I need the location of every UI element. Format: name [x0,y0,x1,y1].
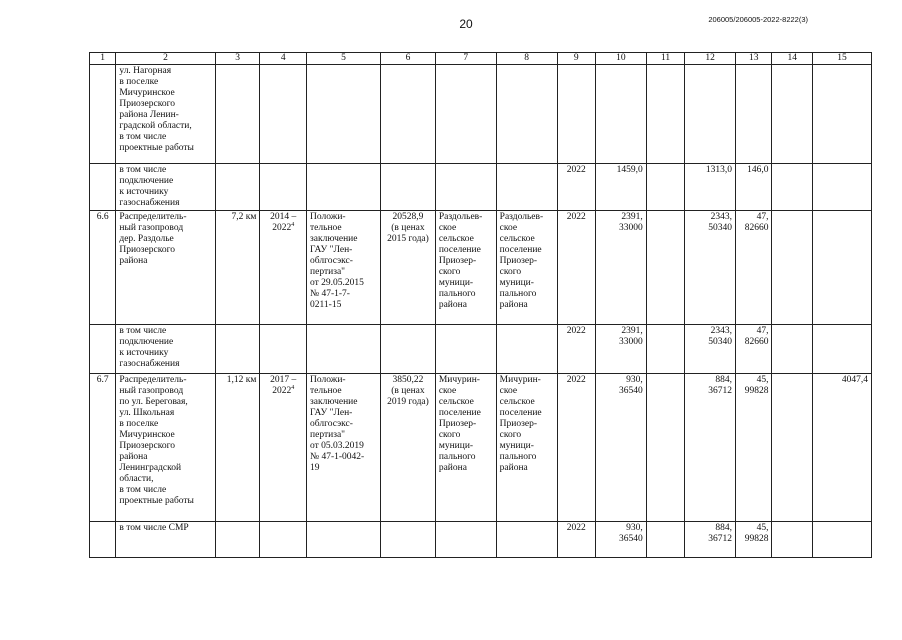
cell-period [260,211,307,325]
cell-empty [215,522,260,558]
cell-expertise: Положи- тельное заключение ГАУ "Лен- облгосэкс- пертиза" от 05.03.2019 № 47-1-0042- 19 [307,374,381,522]
cell-value: 1313,0 [685,164,736,211]
column-number: 5 [307,53,381,65]
cell-empty [307,65,381,164]
cell-empty [435,164,496,211]
column-number-row [90,53,872,65]
cell-expertise: Положи- тельное заключение ГАУ "Лен- облгосэкс- пертиза" от 29.05.2015 № 47-1-7- 0211-15 [307,211,381,325]
column-number: 14 [772,53,813,65]
cell-empty [435,65,496,164]
cell-value: 45, 99828 [735,522,772,558]
cell-empty [260,164,307,211]
cell-empty [307,164,381,211]
cell-value: 930, 36540 [596,522,647,558]
footnote-mark: 4 [291,221,295,228]
cell-year: 2022 [557,522,596,558]
cell-empty [381,65,436,164]
cell-num: 6.6 [90,211,116,325]
cell-object-name: ул. Нагорная в поселке Мичуринское Приозерского района Ленин- градской области, в том числе проектные работы [116,65,215,164]
cell-period [260,374,307,522]
cell-empty [646,374,685,522]
column-number: 1 [90,53,116,65]
cell-empty [557,65,596,164]
column-number: 12 [685,53,736,65]
cell-num [90,164,116,211]
cell-empty [381,164,436,211]
column-number: 8 [496,53,557,65]
cell-value: 2391, 33000 [596,211,647,325]
column-number: 11 [646,53,685,65]
cell-object-name: Распределитель- ный газопровод по ул. Береговая, ул. Школьная в поселке Мичуринское Приозерского района Ленинградской области, в том числе проектные работы [116,374,215,522]
cell-value: 884, 36712 [685,522,736,558]
cell-empty [260,522,307,558]
cell-owner: Мичурин- ское сельское поселение Приозер- ского муници- пального района [496,374,557,522]
cell-value: 4047,4 [813,374,872,522]
cell-value: 2343, 50340 [685,325,736,374]
cell-empty [813,211,872,325]
cell-value: 47, 82660 [735,211,772,325]
cell-empty [307,325,381,374]
cell-length: 7,2 км [215,211,260,325]
column-number: 7 [435,53,496,65]
cell-num [90,65,116,164]
cell-empty [381,325,436,374]
cell-empty [772,211,813,325]
cell-empty [772,522,813,558]
cell-empty [496,164,557,211]
column-number: 4 [260,53,307,65]
cell-empty [307,522,381,558]
cell-value: 1459,0 [596,164,647,211]
cell-empty [735,65,772,164]
column-number: 10 [596,53,647,65]
cell-empty [260,325,307,374]
data-table [89,52,872,558]
cell-customer: Мичурин- ское сельское поселение Приозер- ского муници- пального района [435,374,496,522]
cell-object-name: в том числе подключение к источнику газоснабжения [116,164,215,211]
cell-empty [596,65,647,164]
cell-empty [685,65,736,164]
cell-empty [646,164,685,211]
cell-empty [646,522,685,558]
column-number: 13 [735,53,772,65]
cell-empty [813,65,872,164]
cell-empty [496,325,557,374]
cell-empty [215,65,260,164]
cell-value: 930, 36540 [596,374,647,522]
cell-value: 2391, 33000 [596,325,647,374]
cell-object-name: в том числе СМР [116,522,215,558]
cell-year: 2022 [557,374,596,522]
cell-empty [772,374,813,522]
table-row [90,164,872,211]
cell-object-name: Распределитель- ный газопровод дер. Раздолье Приозерского района [116,211,215,325]
table-row [90,374,872,522]
table-row [90,211,872,325]
cell-empty [646,65,685,164]
cell-value: 884, 36712 [685,374,736,522]
column-number: 9 [557,53,596,65]
cell-empty [215,164,260,211]
cell-num: 6.7 [90,374,116,522]
cell-empty [772,164,813,211]
cell-empty [496,522,557,558]
cell-cost: 3850,22 (в ценах 2019 года) [381,374,436,522]
column-number: 3 [215,53,260,65]
cell-empty [813,164,872,211]
cell-year: 2022 [557,211,596,325]
cell-empty [435,522,496,558]
cell-empty [435,325,496,374]
cell-year: 2022 [557,325,596,374]
period-text: 2014 – 2022 [270,212,297,233]
cell-num [90,325,116,374]
cell-value: 45, 99828 [735,374,772,522]
cell-empty [646,211,685,325]
cell-length: 1,12 км [215,374,260,522]
cell-empty [813,522,872,558]
table-row [90,522,872,558]
cell-empty [260,65,307,164]
cell-cost: 20528,9 (в ценах 2015 года) [381,211,436,325]
cell-object-name: в том числе подключение к источнику газоснабжения [116,325,215,374]
cell-customer: Раздольев- ское сельское поселение Приозер- ского муници- пального района [435,211,496,325]
period-text: 2017 – 2022 [270,375,297,396]
table-row [90,325,872,374]
cell-owner: Раздольев- ское сельское поселение Приозер- ского муници- пального района [496,211,557,325]
page-number: 20 [459,17,473,31]
column-number: 2 [116,53,215,65]
footnote-mark: 4 [291,384,295,391]
cell-value: 146,0 [735,164,772,211]
document-id: 206005/206005-2022-8222(3) [708,15,808,24]
cell-empty [496,65,557,164]
cell-value: 47, 82660 [735,325,772,374]
cell-value: 2343, 50340 [685,211,736,325]
cell-empty [813,325,872,374]
cell-empty [381,522,436,558]
column-number: 6 [381,53,436,65]
cell-empty [646,325,685,374]
cell-empty [772,325,813,374]
cell-year: 2022 [557,164,596,211]
column-number: 15 [813,53,872,65]
cell-empty [772,65,813,164]
cell-empty [215,325,260,374]
table-row [90,65,872,164]
cell-num [90,522,116,558]
